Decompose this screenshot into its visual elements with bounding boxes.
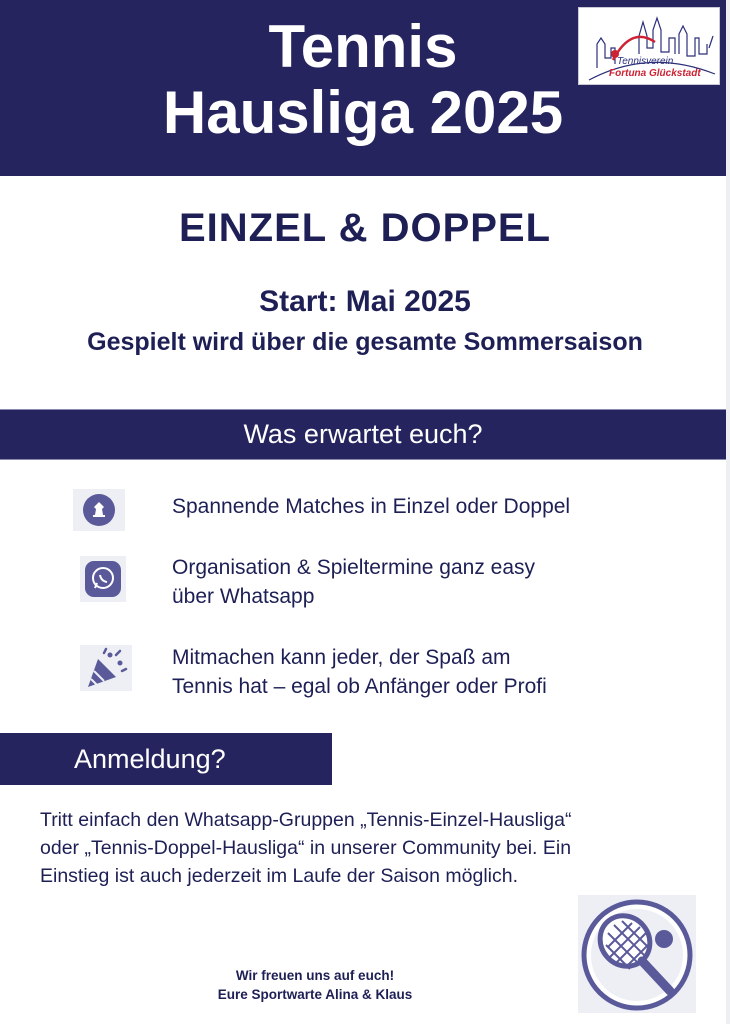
closing-message (150, 966, 480, 1004)
party-popper-icon (80, 645, 132, 691)
feature-item-2 (172, 553, 535, 611)
subtitle: EINZEL & DOPPEL (178, 206, 552, 250)
season-info: Gespielt wird über die gesamte Sommersaison (87, 328, 643, 356)
feature-item-2-line-1: Organisation & Spieltermine ganz easy (172, 556, 536, 579)
features-section-title: Was erwartet euch? (0, 409, 726, 460)
title-line-2: Hausliga 2025 (162, 79, 564, 146)
anmeldung-title: Anmeldung? (0, 733, 332, 785)
logo-text-1: Tennisverein (617, 56, 674, 67)
anmeldung-line-1: Tritt einfach den Whatsapp-Gruppen „Tennis-Einzel-Hausliga“ (40, 809, 572, 831)
anmeldung-line-3: Einstieg ist auch jederzeit im Laufe der Saison möglich. (40, 865, 518, 887)
tennis-racket-icon (578, 895, 696, 1013)
logo-text-2: Fortuna Glückstadt (609, 68, 701, 79)
club-logo (578, 7, 720, 85)
feature-item-3-line-1: Mitmachen kann jeder, der Spaß am (172, 646, 511, 669)
start-date: Start: Mai 2025 (259, 285, 471, 318)
feature-item-1-line-1: Spannende Matches in Einzel oder Doppel (172, 495, 571, 518)
chess-piece-icon (73, 489, 125, 531)
feature-item-2-line-2: über Whatsapp (172, 585, 315, 608)
title-line-1: Tennis (268, 13, 458, 80)
closing-line-1: Wir freuen uns auf euch! (235, 968, 395, 983)
page-edge (726, 0, 730, 1024)
feature-item-1 (172, 492, 570, 521)
anmeldung-line-2: oder „Tennis-Doppel-Hausliga“ in unserer Community bei. Ein (40, 837, 572, 859)
feature-item-3-line-2: Tennis hat – egal ob Anfänger oder Profi (172, 675, 547, 698)
closing-line-2: Eure Sportwarte Alina & Klaus (217, 987, 413, 1002)
whatsapp-icon (80, 556, 126, 602)
anmeldung-text (40, 806, 710, 890)
feature-item-3 (172, 643, 547, 701)
